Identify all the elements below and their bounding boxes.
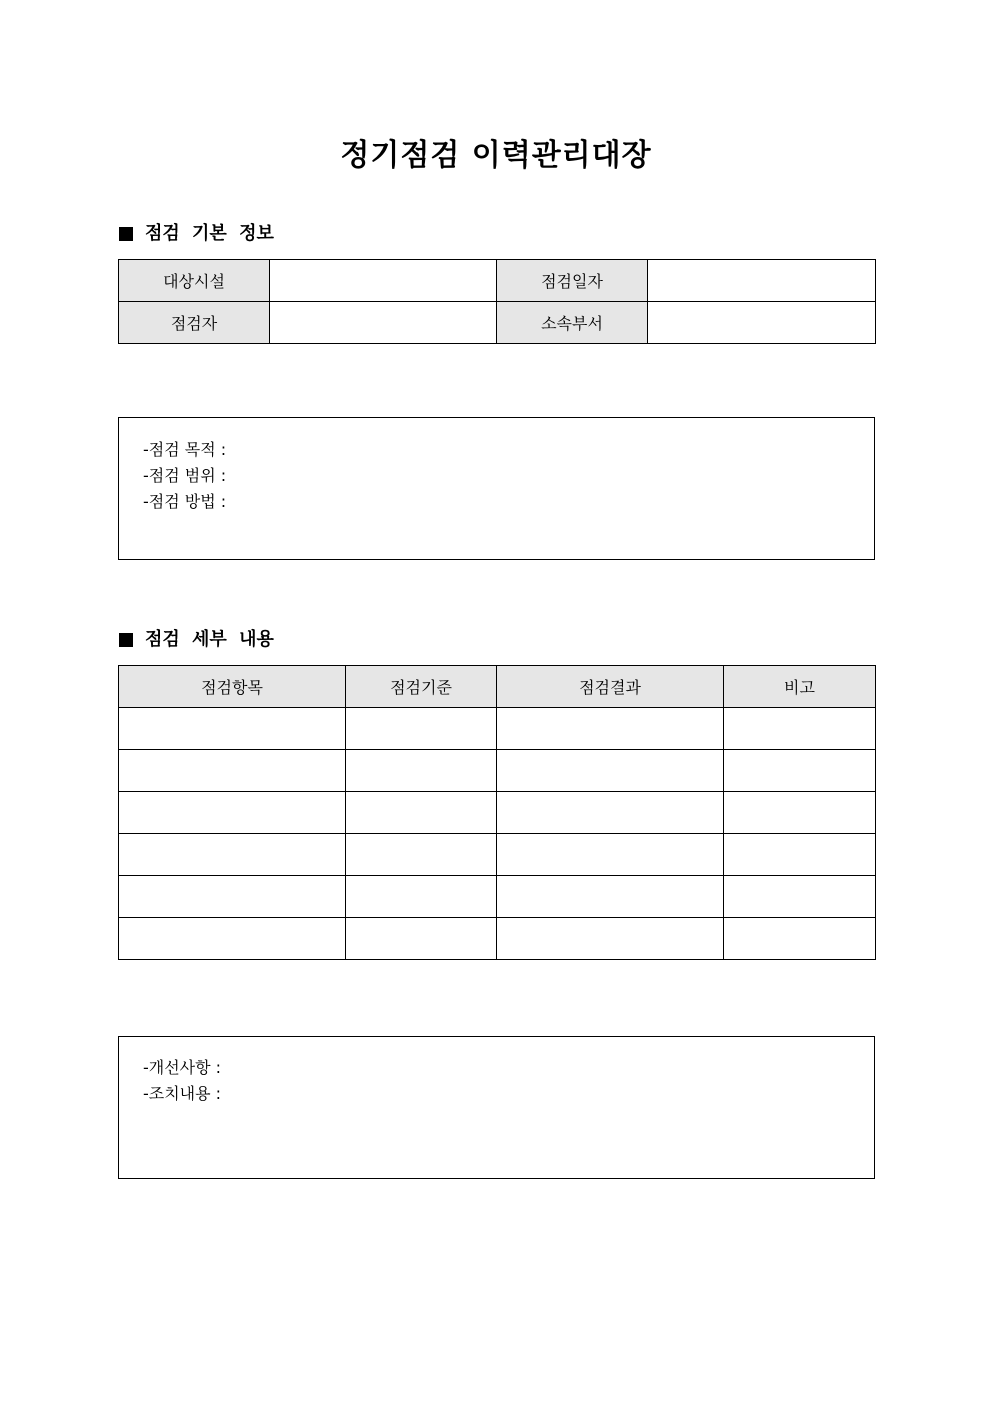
- inspection-detail-table: [118, 665, 876, 960]
- date-value-field[interactable]: [648, 260, 876, 302]
- item-cell[interactable]: [119, 834, 346, 876]
- action-line: -조치내용 :: [143, 1084, 222, 1103]
- criteria-cell[interactable]: [346, 876, 497, 918]
- result-cell[interactable]: [497, 876, 724, 918]
- table-row: [119, 792, 876, 834]
- improvement-action-box[interactable]: [118, 1036, 875, 1179]
- facility-value-field[interactable]: [270, 260, 497, 302]
- remarks-cell[interactable]: [724, 750, 876, 792]
- date-label: 점검일자: [497, 260, 648, 302]
- item-cell[interactable]: [119, 918, 346, 960]
- table-row: [119, 834, 876, 876]
- item-cell[interactable]: [119, 792, 346, 834]
- section-heading-detail: [119, 627, 274, 653]
- result-cell[interactable]: [497, 918, 724, 960]
- section-heading-text: 점검 기본 정보: [145, 223, 274, 244]
- department-value-field[interactable]: [648, 302, 876, 344]
- improvement-line: -개선사항 :: [143, 1058, 222, 1077]
- result-cell[interactable]: [497, 834, 724, 876]
- inspector-value-field[interactable]: [270, 302, 497, 344]
- column-header-criteria: 점검기준: [346, 666, 497, 708]
- table-row: [119, 750, 876, 792]
- table-row: [119, 708, 876, 750]
- remarks-cell[interactable]: [724, 708, 876, 750]
- result-cell[interactable]: [497, 750, 724, 792]
- basic-info-table: [118, 259, 876, 344]
- column-header-item: 점검항목: [119, 666, 346, 708]
- criteria-cell[interactable]: [346, 918, 497, 960]
- column-header-remarks: 비고: [724, 666, 876, 708]
- remarks-cell[interactable]: [724, 876, 876, 918]
- criteria-cell[interactable]: [346, 834, 497, 876]
- table-header-row: [119, 666, 876, 708]
- remarks-cell[interactable]: [724, 792, 876, 834]
- inspection-overview-box[interactable]: [118, 417, 875, 560]
- section-heading-basic-info: [119, 221, 274, 247]
- table-row: [119, 302, 876, 344]
- result-cell[interactable]: [497, 792, 724, 834]
- criteria-cell[interactable]: [346, 708, 497, 750]
- square-bullet-icon: [119, 633, 133, 647]
- section-heading-text: 점검 세부 내용: [145, 629, 274, 650]
- remarks-cell[interactable]: [724, 834, 876, 876]
- page-title: 정기점검 이력관리대장: [340, 138, 652, 173]
- method-line: -점검 방법 :: [143, 492, 227, 511]
- square-bullet-icon: [119, 227, 133, 241]
- item-cell[interactable]: [119, 876, 346, 918]
- table-row: [119, 876, 876, 918]
- inspector-label: 점검자: [119, 302, 270, 344]
- table-row: [119, 918, 876, 960]
- item-cell[interactable]: [119, 708, 346, 750]
- criteria-cell[interactable]: [346, 792, 497, 834]
- result-cell[interactable]: [497, 708, 724, 750]
- table-row: [119, 260, 876, 302]
- purpose-line: -점검 목적 :: [143, 440, 227, 459]
- item-cell[interactable]: [119, 750, 346, 792]
- column-header-result: 점검결과: [497, 666, 724, 708]
- criteria-cell[interactable]: [346, 750, 497, 792]
- department-label: 소속부서: [497, 302, 648, 344]
- remarks-cell[interactable]: [724, 918, 876, 960]
- scope-line: -점검 범위 :: [143, 466, 227, 485]
- facility-label: 대상시설: [119, 260, 270, 302]
